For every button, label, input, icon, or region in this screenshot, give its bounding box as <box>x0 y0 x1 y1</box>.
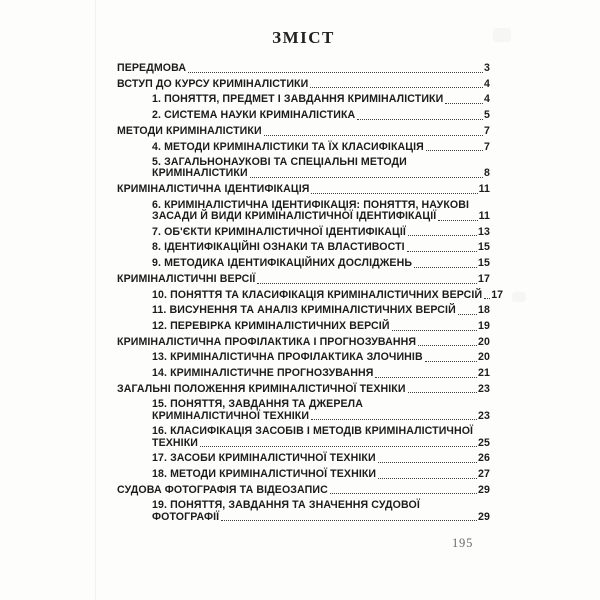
toc-page-number: 13 <box>478 225 490 238</box>
toc-entry-last-line <box>152 305 490 316</box>
toc-entry <box>117 157 490 179</box>
toc-entry-text: 1. ПОНЯТТЯ, ПРЕДМЕТ І ЗАВДАННЯ КРИМІНАЛІСТИКИ <box>152 93 444 106</box>
toc-entry <box>117 453 490 464</box>
toc-entry-last-line <box>152 211 490 222</box>
toc-entry <box>117 242 490 253</box>
toc-page-number: 17 <box>491 288 504 301</box>
toc-dotted-leader <box>264 135 483 136</box>
toc-page-number: 26 <box>478 452 490 465</box>
page-title: ЗМІСТ <box>272 28 335 47</box>
toc-entry-last-line <box>117 274 490 285</box>
folio-page-number: 195 <box>452 536 474 550</box>
toc-entry <box>117 126 490 137</box>
toc-entry-line: 16. КЛАСИФІКАЦІЯ ЗАСОБІВ І МЕТОДІВ КРИМІНАЛІСТИЧНОЇ <box>152 425 474 438</box>
toc-entry-last-line <box>117 79 490 90</box>
toc-entry-last-line <box>152 453 490 464</box>
table-of-contents <box>117 62 504 523</box>
toc-page-number: 17 <box>478 272 490 285</box>
toc-entry-last-line <box>152 288 504 301</box>
toc-entry-text: КРИМІНАЛІСТИЧНА ПРОФІЛАКТИКА І ПРОГНОЗУВАННЯ <box>117 335 417 348</box>
toc-entry <box>117 426 490 448</box>
toc-entry <box>117 485 490 496</box>
toc-entry <box>117 142 490 153</box>
toc-entry-text: 10. ПОНЯТТЯ ТА КЛАСИФІКАЦІЯ КРИМІНАЛІСТИЧНИХ ВЕРСІЙ <box>152 288 483 301</box>
toc-content <box>117 27 504 527</box>
toc-entry-last-line <box>152 438 490 449</box>
toc-page-number: 3 <box>484 62 490 74</box>
toc-dotted-leader <box>221 520 477 521</box>
toc-entry-text: МЕТОДИ КРИМІНАЛІСТИКИ <box>117 124 262 137</box>
toc-entry <box>117 469 490 480</box>
toc-entry-last-line <box>117 337 490 348</box>
toc-entry-text: ФОТОГРАФІЇ <box>152 510 220 523</box>
toc-entry-line: 19. ПОНЯТТЯ, ЗАВДАННЯ ТА ЗНАЧЕННЯ СУДОВОЇ <box>152 499 420 512</box>
scan-smudge <box>493 28 511 42</box>
toc-page-number: 25 <box>478 436 490 449</box>
toc-entry-text: 13. КРИМІНАЛІСТИЧНА ПРОФІЛАКТИКА ЗЛОЧИНІВ <box>152 351 423 364</box>
toc-entry <box>117 79 490 90</box>
toc-entry-text: 9. МЕТОДИКА ІДЕНТИФІКАЦІЙНИХ ДОСЛІДЖЕНЬ <box>152 257 413 270</box>
toc-page-number: 23 <box>478 382 490 395</box>
toc-dotted-leader <box>250 177 483 178</box>
toc-entry-text: ТЕХНІКИ <box>152 436 198 449</box>
toc-entry <box>117 110 490 121</box>
toc-page-number: 15 <box>478 241 490 254</box>
toc-entry <box>117 337 490 348</box>
toc-entry-last-line <box>117 63 490 74</box>
toc-dotted-leader <box>357 119 483 120</box>
toc-entry-line: 5. ЗАГАЛЬНОНАУКОВІ ТА СПЕЦІАЛЬНІ МЕТОДИ <box>152 156 407 169</box>
toc-dotted-leader <box>426 150 483 151</box>
toc-dotted-leader <box>407 251 477 252</box>
toc-entry <box>117 184 490 195</box>
toc-entry-last-line <box>152 512 490 523</box>
toc-page-number: 20 <box>478 335 490 348</box>
toc-entry <box>117 368 490 379</box>
toc-entry <box>117 274 490 285</box>
toc-dotted-leader <box>257 283 477 284</box>
toc-page-number: 20 <box>478 351 490 364</box>
toc-page-number: 23 <box>478 409 490 422</box>
toc-entry <box>117 500 490 522</box>
toc-dotted-leader <box>311 193 477 194</box>
toc-page-number: 11 <box>478 183 490 196</box>
toc-page-number: 18 <box>478 304 490 317</box>
toc-dotted-leader <box>445 103 483 104</box>
toc-entry-line: 15. ПОНЯТТЯ, ЗАВДАННЯ ТА ДЖЕРЕЛА <box>152 398 363 411</box>
toc-entry-text: ВСТУП ДО КУРСУ КРИМІНАЛІСТИКИ <box>117 77 309 90</box>
toc-page-number: 29 <box>478 510 490 523</box>
toc-entry-last-line <box>152 321 490 332</box>
toc-entry-last-line <box>117 384 490 395</box>
toc-dotted-leader <box>311 419 477 420</box>
toc-entry-text: 12. ПЕРЕВІРКА КРИМІНАЛІСТИЧНИХ ВЕРСІЙ <box>152 319 390 332</box>
toc-entry <box>117 352 490 363</box>
toc-page-number: 11 <box>478 210 490 223</box>
toc-entry-text: 17. ЗАСОБИ КРИМІНАЛІСТИЧНОЇ ТЕХНІКИ <box>152 452 376 465</box>
toc-page-number: 21 <box>478 367 490 380</box>
toc-page-number: 4 <box>484 77 490 90</box>
toc-entry <box>117 200 490 222</box>
toc-page-number: 27 <box>478 467 490 480</box>
toc-entry-text: СУДОВА ФОТОГРАФІЯ ТА ВІДЕОЗАПИС <box>117 483 328 496</box>
toc-entry-line: 6. КРИМІНАЛІСТИЧНА ІДЕНТИФІКАЦІЯ: ПОНЯТТЯ, НАУКОВІ <box>152 198 470 211</box>
page-scan-edge-line <box>95 0 96 600</box>
toc-dotted-leader <box>418 345 477 346</box>
toc-dotted-leader <box>408 235 477 236</box>
toc-entry <box>117 288 504 301</box>
toc-entry-last-line <box>152 242 490 253</box>
toc-dotted-leader <box>330 493 477 494</box>
toc-entry-last-line <box>152 352 490 363</box>
toc-entry-text: 11. ВИСУНЕННЯ ТА АНАЛІЗ КРИМІНАЛІСТИЧНИХ ВЕРСІЙ <box>152 304 456 317</box>
toc-dotted-leader <box>408 392 477 393</box>
toc-entry <box>117 305 490 316</box>
toc-dotted-leader <box>484 298 490 299</box>
toc-dotted-leader <box>200 446 477 447</box>
toc-entry-text: КРИМІНАЛІСТИЧНІ ВЕРСІЇ <box>117 272 256 285</box>
toc-page-number: 29 <box>478 483 490 496</box>
toc-page-number: 19 <box>478 319 490 332</box>
toc-entry-text: 18. МЕТОДИ КРИМІНАЛІСТИЧНОЇ ТЕХНІКИ <box>152 467 377 480</box>
toc-entry-text: 7. ОБ'ЄКТИ КРИМІНАЛІСТИЧНОЇ ІДЕНТИФІКАЦІЇ <box>152 225 406 238</box>
toc-entry-text: 8. ІДЕНТИФІКАЦІЙНІ ОЗНАКИ ТА ВЛАСТИВОСТІ <box>152 241 405 254</box>
toc-entry <box>117 63 490 74</box>
toc-entry-text: ЗАГАЛЬНІ ПОЛОЖЕННЯ КРИМІНАЛІСТИЧНОЇ ТЕХНІКИ <box>117 382 406 395</box>
toc-entry-last-line <box>152 258 490 269</box>
toc-dotted-leader <box>378 462 477 463</box>
toc-page-number: 4 <box>484 93 490 106</box>
toc-dotted-leader <box>375 377 477 378</box>
toc-entry-last-line <box>152 110 490 121</box>
toc-entry-text: ЗАСАДИ Й ВИДИ КРИМІНАЛІСТИЧНОЇ ІДЕНТИФІКАЦІЇ <box>152 210 437 223</box>
toc-dotted-leader <box>188 72 483 73</box>
toc-page-number: 7 <box>484 124 490 137</box>
toc-entry-last-line <box>152 368 490 379</box>
toc-dotted-leader <box>458 314 477 315</box>
toc-entry-last-line <box>152 411 490 422</box>
toc-entry-last-line <box>117 485 490 496</box>
toc-entry-text: 2. СИСТЕМА НАУКИ КРИМІНАЛІСТИКА <box>152 109 356 122</box>
scan-smudge <box>512 292 526 302</box>
toc-entry-last-line <box>117 126 490 137</box>
toc-entry-last-line <box>152 469 490 480</box>
toc-page-number: 7 <box>484 140 490 153</box>
toc-entry <box>117 258 490 269</box>
toc-dotted-leader <box>414 267 477 268</box>
toc-entry-text: 14. КРИМІНАЛІСТИЧНЕ ПРОГНОЗУВАННЯ <box>152 367 374 380</box>
toc-page-number: 5 <box>484 109 490 122</box>
toc-entry-last-line <box>117 184 490 195</box>
toc-page-number: 15 <box>478 257 490 270</box>
toc-dotted-leader <box>310 87 483 88</box>
toc-dotted-leader <box>378 478 477 479</box>
toc-entry-text: КРИМІНАЛІСТИКИ <box>152 167 248 180</box>
toc-entry-last-line <box>152 142 490 153</box>
toc-dotted-leader <box>425 361 477 362</box>
toc-entry-last-line <box>152 227 490 238</box>
toc-entry-text: КРИМІНАЛІСТИЧНОЇ ТЕХНІКИ <box>152 409 310 422</box>
toc-entry <box>117 399 490 421</box>
toc-entry <box>117 321 490 332</box>
toc-entry <box>117 227 490 238</box>
toc-entry-text: КРИМІНАЛІСТИЧНА ІДЕНТИФІКАЦІЯ <box>117 183 310 196</box>
toc-entry-last-line <box>152 94 490 105</box>
toc-entry-text: 4. МЕТОДИ КРИМІНАЛІСТИКИ ТА ЇХ КЛАСИФІКАЦІЯ <box>152 140 424 153</box>
toc-entry-last-line <box>152 168 490 179</box>
toc-entry <box>117 384 490 395</box>
toc-dotted-leader <box>392 330 477 331</box>
toc-entry <box>117 94 490 105</box>
toc-dotted-leader <box>438 220 477 221</box>
toc-page-number: 8 <box>484 167 490 180</box>
toc-entry-text: ПЕРЕДМОВА <box>117 62 187 74</box>
